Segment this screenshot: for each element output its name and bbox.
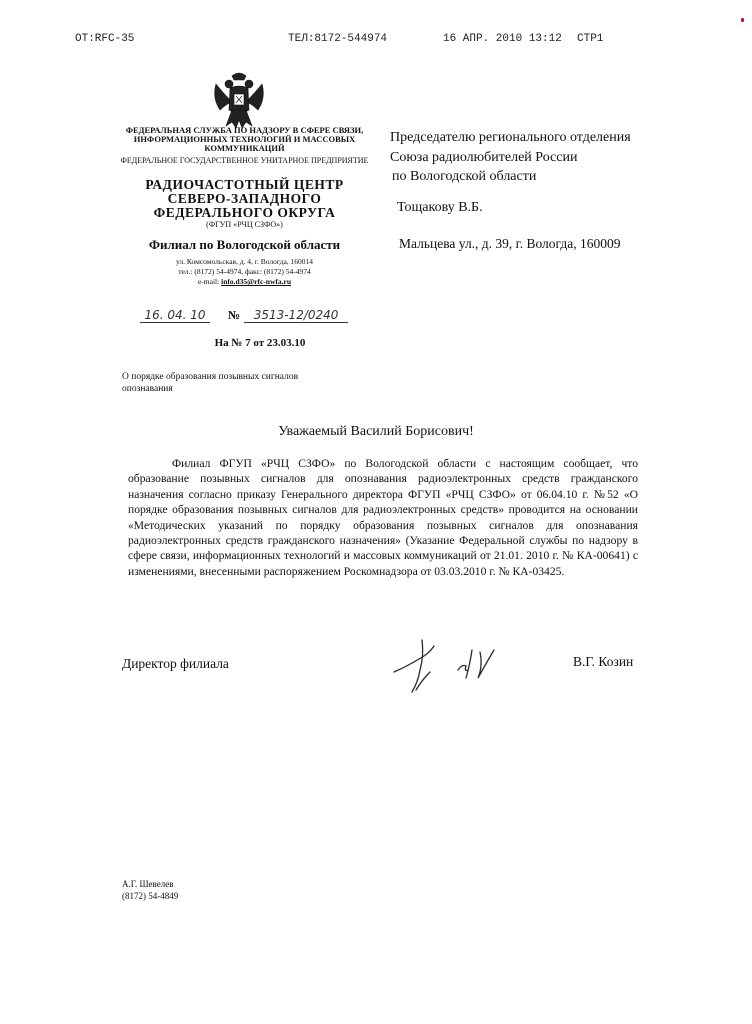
contact-phone: (8172) 54-4849: [122, 891, 179, 902]
contact-block: [122, 878, 178, 902]
recipient-line-3: по Вологодской области: [392, 169, 537, 184]
email-link[interactable]: info.d35@rfc-nwfa.ru: [221, 277, 291, 286]
registration-line: [140, 306, 350, 324]
recipient-line-2: Союза радиолюбителей России: [390, 149, 578, 165]
salutation: Уважаемый Василий Борисович!: [278, 424, 474, 439]
fax-phone: ТЕЛ:8172-544974: [288, 33, 388, 45]
letter-body: Филиал ФГУП «РЧЦ СЗФО» по Вологодской области с настоящим сообщает, что образование позывных сигналов для опознавания радиоэлектронных средств гражданского назначения согласно приказу Генерального директора ФГУП «РЧЦ СЗФО» от 06.04.10 г. №52 «О порядке образования позывных сигналов для радиоэлектронных средств» проводится на основании «Методических указаний по порядку образования позывных сигналов для опознавания радиоэлектронных средств гражданского назначения» (Указание Федеральной службы по надзору в сфере связи, информационных технологий и массовых коммуникаций от 21.01. 2010 г. № КА-00641) с изменениями, внесенными распоряжением Роскомнадзора от 03.03.2010 г. № КА-03425.: [128, 457, 638, 578]
fax-from: OT:RFC-35: [75, 33, 135, 45]
signatory-name: В.Г. Козин: [573, 654, 634, 669]
letter-subject: О порядке образования позывных сигналов опознавания: [122, 372, 299, 394]
recipient-block: [390, 128, 631, 187]
handwritten-signature: [388, 632, 528, 694]
letterhead-abbr: (ФГУП «РЧЦ СЗФО»): [206, 220, 283, 229]
letter-number: 3513-12/0240: [244, 308, 348, 323]
recipient-name: Тощакову В.Б.: [397, 200, 483, 215]
letterhead-center: РАДИОЧАСТОТНЫЙ ЦЕНТР СЕВЕРО-ЗАПАДНОГО ФЕДЕРАЛЬНОГО ОКРУГА: [145, 177, 344, 221]
reply-reference: На № 7 от 23.03.10: [214, 337, 306, 349]
recipient-address: Мальцева ул., д. 39, г. Вологда, 160009: [399, 236, 621, 251]
number-sign: №: [228, 308, 241, 322]
letterhead-phones: тел.: (8172) 54-4974, факс: (8172) 54-4974: [178, 267, 311, 276]
letter-date: 16. 04. 10: [140, 308, 210, 323]
contact-person: А.Г. Шевелев: [122, 879, 174, 889]
email-label: e-mail:: [197, 277, 220, 286]
letterhead-branch: Филиал по Вологодской области: [148, 237, 341, 252]
fax-page: СТР1: [577, 33, 604, 45]
letterhead-enterprise: ФЕДЕРАЛЬНОЕ ГОСУДАРСТВЕННОЕ УНИТАРНОЕ ПРЕДПРИЯТИЕ: [120, 156, 369, 165]
signatory-title: Директор филиала: [122, 656, 229, 671]
letterhead-service: ФЕДЕРАЛЬНАЯ СЛУЖБА ПО НАДЗОРУ В СФЕРЕ СВЯЗИ, ИНФОРМАЦИОННЫХ ТЕХНОЛОГИЙ И МАССОВЫХ КОММУНИКАЦИЙ: [125, 125, 364, 153]
letterhead-street: ул. Комсомольская, д. 4, г. Вологда, 160014: [175, 257, 314, 266]
recipient-line-1: Председателю регионального отделения: [390, 130, 631, 145]
coat-of-arms-icon: [210, 70, 268, 132]
fax-datetime: 16 АПР. 2010 13:12: [443, 33, 562, 45]
letterhead-email-line: [112, 277, 377, 286]
scan-speck: [741, 18, 744, 22]
